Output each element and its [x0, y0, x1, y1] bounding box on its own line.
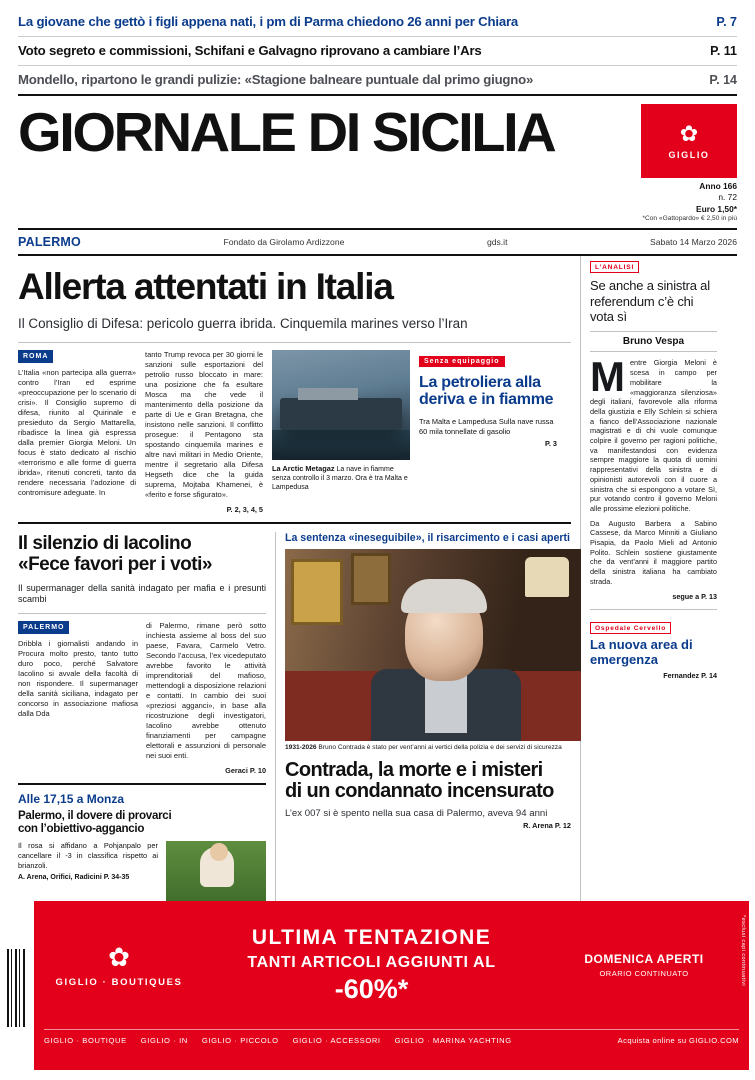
edition-date: Sabato 14 Marzo 2026: [650, 236, 737, 247]
monza-page-ref[interactable]: A. Arena, Orifici, Radicini P. 34-35: [18, 874, 130, 882]
contrada-title: [285, 760, 571, 803]
cervello-box[interactable]: [590, 617, 717, 681]
monza-text: Il rosa si affidano a Pohjanpalo per cancellare il -3 in classifica rispetto ai brianzoli.: [18, 841, 158, 871]
contrada-article[interactable]: [275, 532, 571, 907]
giglio-ad[interactable]: [34, 901, 749, 1070]
teaser-page: P. 7: [716, 15, 737, 29]
edition-city: PALERMO: [18, 234, 81, 249]
ad-online-link[interactable]: Acquista online su GIGLIO.COM: [617, 1036, 739, 1045]
contrada-subtitle: L’ex 007 si è spento nella sua casa di Palermo, aveva 94 anni: [285, 808, 548, 820]
analysis-column: [580, 256, 717, 907]
main-content: [0, 256, 755, 907]
cervello-kicker: Ospedale Cervello: [590, 622, 671, 634]
lead-headline[interactable]: Allerta attentati in Italia: [18, 265, 393, 307]
cervello-page-ref[interactable]: Fernandez P. 14: [663, 671, 717, 681]
newspaper-title: GIORNALE DI SICILIA: [18, 101, 555, 163]
ad-legal-note: *esclusi capi continuativi: [740, 915, 746, 987]
lead-subhead: Il Consiglio di Difesa: pericolo guerra ibrida. Cinquemila marines verso l’Iran: [18, 316, 571, 343]
left-column: [18, 256, 580, 907]
tanker-title: La petroliera alla deriva e in fiamme: [419, 374, 554, 409]
barcode: [0, 895, 34, 1080]
iacolino-intro: Il supermanager della sanità indagato per mafia e i presunti scambi: [18, 582, 266, 604]
founder-note: Fondato da Girolamo Ardizzone: [223, 236, 345, 247]
ad-store-item[interactable]: GIGLIO · BOUTIQUE: [44, 1036, 127, 1045]
tanker-box[interactable]: [419, 350, 557, 514]
analysis-paragraph-2: Da Augusto Barbera a Sabino Cassese, da Marco Minniti a Giuliano Pisapia, da Paolo Mieli ad Antonio Polito. Schlein sostiene giustamente che da vent’anni il maggiore partito della sinistra italiana ha cambiato strada.: [590, 518, 717, 586]
tanker-body: Tra Malta e Lampedusa Sulla nave russa 60 mila tonnellate di gasolio: [419, 416, 554, 436]
ad-logo-label: GIGLIO · BOUTIQUES: [55, 977, 183, 988]
giglio-logo-icon: ✿: [679, 120, 699, 146]
ad-message: [194, 926, 549, 1005]
contrada-title-line2: di un condannato incensurato: [285, 780, 554, 802]
iacolino-title-line2: «Fece favori per i voti»: [18, 553, 212, 575]
ad-open-sunday: DOMENICA APERTI: [584, 952, 704, 966]
ad-footer: [44, 1029, 739, 1045]
lead-page-ref[interactable]: P. 2, 3, 4, 5: [226, 504, 263, 514]
masthead: [0, 98, 755, 178]
ad-store-item[interactable]: GIGLIO · ACCESSORI: [292, 1036, 381, 1045]
lead-col-1: [18, 350, 136, 514]
tanker-page-ref[interactable]: P. 3: [544, 438, 557, 448]
burning-tanker-photo: [272, 350, 410, 460]
iacolino-page-ref[interactable]: Geraci P. 10: [225, 765, 266, 775]
ad-opening-info: [549, 952, 739, 978]
iacolino-kicker: PALERMO: [18, 621, 69, 634]
teaser-text: Mondello, ripartono le grandi pulizie: «Stagione balneare puntuale dal primo giugno»: [18, 72, 534, 87]
ship-caption-text: La nave in fiamme senza controllo il 3 marzo. Ora è tra Malta e Lampedusa: [272, 466, 408, 492]
tanker-kicker: Senza equipaggio: [419, 356, 505, 367]
contrada-caption-years: 1931-2026: [285, 744, 317, 752]
monza-title-line1: Palermo, il dovere di provarci: [18, 809, 172, 823]
teaser-item[interactable]: [18, 37, 737, 66]
contrada-photo-caption: [285, 744, 571, 752]
secondary-section: [18, 532, 571, 907]
teaser-text: La giovane che gettò i figli appena nati, i pm di Parma chiedono 26 anni per Chiara: [18, 14, 519, 29]
analysis-dropcap: M: [590, 353, 625, 401]
contrada-page-ref[interactable]: R. Arena P. 12: [523, 821, 571, 831]
analysis-kicker: L’ANALISI: [590, 261, 639, 273]
teaser-strip: [0, 0, 755, 98]
monza-title: [18, 809, 266, 835]
lead-col-2: [145, 350, 263, 514]
ad-discount: -60%*: [334, 973, 409, 1004]
iacolino-title-line1: Il silenzio di Iacolino: [18, 533, 192, 555]
contrada-section-title: La sentenza «ineseguibile», il risarcimento e i casi aperti: [285, 532, 570, 545]
teaser-text: Voto segreto e commissioni, Schifani e Galvagno riprovano a cambiare l’Ars: [18, 43, 482, 58]
analysis-author: Bruno Vespa: [590, 331, 717, 352]
website-label[interactable]: gds.it: [486, 236, 508, 247]
bottom-advertisement[interactable]: [0, 895, 755, 1080]
ad-store-item[interactable]: GIGLIO · IN: [140, 1036, 188, 1045]
iacolino-body: [18, 621, 266, 775]
contrada-caption-text: Bruno Contrada è stato per vent’anni ai vertici della polizia e dei servizi di sicurezza: [318, 744, 562, 752]
ship-caption-bold: La Arctic Metagaz: [272, 464, 335, 474]
ad-line-1: ULTIMA TENTAZIONE: [251, 925, 492, 949]
lead-article: [18, 350, 571, 514]
edition-bar: [18, 228, 737, 256]
analysis-body: [590, 353, 717, 586]
contrada-title-line1: Contrada, la morte e i misteri: [285, 758, 543, 781]
giglio-ad-badge[interactable]: [641, 104, 737, 178]
edition-number: n. 72: [718, 192, 737, 203]
edition-price: Euro 1,50*: [696, 203, 737, 214]
giglio-logo-icon: ✿: [108, 942, 130, 972]
iacolino-title: [18, 534, 266, 574]
cervello-title: La nuova area di emergenza: [590, 637, 693, 667]
teaser-page: P. 11: [710, 44, 737, 58]
monza-article[interactable]: [18, 792, 266, 907]
ad-logo: [44, 942, 194, 988]
lead-kicker: ROMA: [18, 350, 53, 363]
teaser-page: P. 14: [709, 73, 737, 87]
divider: [18, 522, 571, 524]
edition-info: [0, 178, 755, 224]
lead-text-1: L’Italia «non partecipa alla guerra» contro l’Iran ed esprime «preoccupazione per lo scenario di crisi». Il Consiglio supremo di difesa, riunito al Quirinale e presieduto da Sergio Mattarella, ribadisce la linea già espressa dalla premier Giorgia Meloni. Un focus è stato dedicato al rischio «terrorismo e alle forme di guerra ibrida», ritenuti concreti, tanto da rendere necessaria l’adozione di contromisure adeguate. In: [18, 368, 136, 498]
ship-photo-block: [272, 350, 410, 514]
ship-photo-caption: [272, 464, 410, 492]
iacolino-article[interactable]: [18, 532, 266, 907]
giglio-brand-label: GIGLIO: [668, 149, 710, 160]
teaser-item[interactable]: [18, 66, 737, 96]
contrada-portrait-photo: [285, 549, 581, 741]
teaser-item[interactable]: [18, 8, 737, 37]
ad-store-item[interactable]: GIGLIO · MARINA YACHTING: [394, 1036, 512, 1045]
iacolino-text-2: di Palermo, rimane però sotto inchiesta assieme al boss del suo paese, Favara, Carmelo Vetro. Secondo l’accusa, l’ex vicedeputato avrebbe favorito le attività imprenditoriali del mafioso, mettendogli a disposizione relazioni e contatti. In cambio dei suoi «preziosi agganci», in base alla ricostruzione degli investigatori, Iacolino avrebbe ottenuto finanziamenti per campagne elettorali e assunzioni di personale nei suoi enti.: [146, 621, 266, 760]
ad-store-item[interactable]: GIGLIO · PICCOLO: [201, 1036, 279, 1045]
edition-year: Anno 166: [699, 181, 737, 191]
analysis-paragraph-1: entre Giorgia Meloni è scesa in campo per mobilitare la «maggioranza silenziosa» degli italiani, favorevole alla riforma della giustizia e Elly Schlein si schiera a fianco dell’Associazione nazionale magistrati e di chi vuole comunque colpire il governo per ragioni politiche, va manifestandosi con evidenza sempre maggiore la quota di uomini rappresentativi della sinistra e di opinionisti autorevoli con il cuore a sinistra che si espongono a votare Sì, pur votando contro il governo Meloni alle prossime elezioni politiche.: [590, 358, 717, 513]
lead-text-2: tanto Trump revoca per 30 giorni le sanzioni sulle esportazioni del petrolio russo bloccato in mare: una posizione che fa esultare Mosca ma che vede il mantenimento della posizione da parte di Ue e Gran Bretagna, che insistono nelle sanzioni. Il conflitto prosegue: il Pentagono sta spostando cinquemila marines e altre navi militari in Medio Oriente, mentre il segretario alla Difesa Hegseth dice che la guida suprema, Mojtaba Khamenei, è «ferito e forse sfigurato».: [145, 350, 263, 499]
analysis-page-ref[interactable]: segue a P. 13: [672, 591, 717, 601]
ad-line-2: TANTI ARTICOLI AGGIUNTI AL: [247, 953, 496, 971]
iacolino-col-1: [18, 621, 138, 775]
analysis-title[interactable]: Se anche a sinistra al referendum c’è chi vota sì: [590, 278, 710, 325]
monza-kicker: Alle 17,15 a Monza: [18, 792, 125, 807]
iacolino-col-2: [146, 621, 266, 775]
iacolino-text-1: Dribbla i giornalisti andando in Procura molto presto, tanto tutto duro poco, perché Salvatore Iacolino si avvale della facoltà di non rispondere. Il supermanager della sanità siciliana, indagato per concorso in associazione mafiosa dalla Dda: [18, 639, 138, 719]
edition-price-note: *Con «Gattopardo» € 2,50 in più: [642, 215, 737, 223]
monza-title-line2: con l’obiettivo-aggancio: [18, 822, 145, 836]
ad-open-hours: ORARIO CONTINUATO: [599, 969, 689, 978]
